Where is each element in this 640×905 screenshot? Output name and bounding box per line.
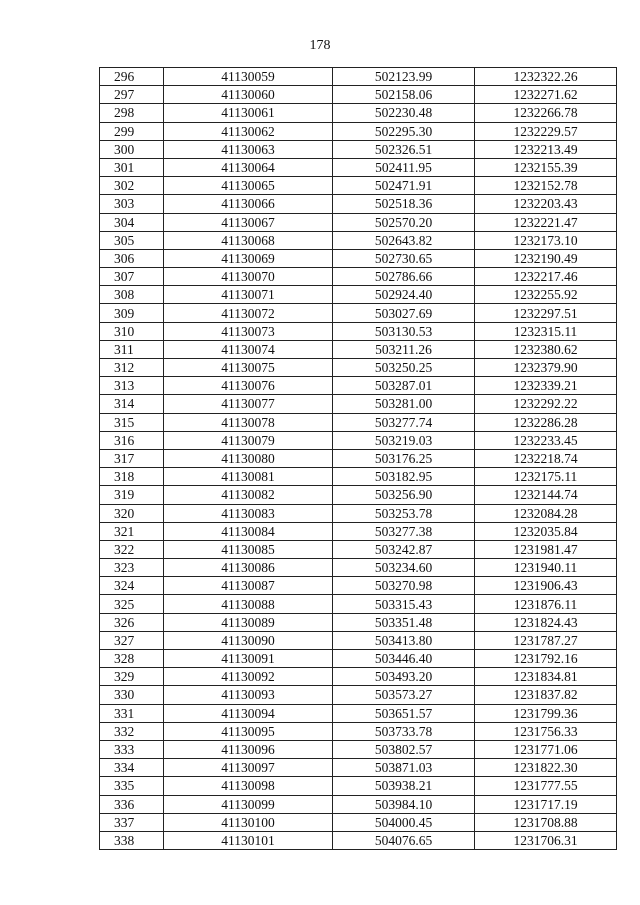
point-code-cell: 41130060 (164, 86, 333, 104)
x-coordinate-cell: 504000.45 (333, 813, 475, 831)
point-code-cell: 41130071 (164, 286, 333, 304)
row-number-cell: 315 (100, 413, 164, 431)
table-row (100, 559, 617, 577)
table-row (100, 140, 617, 158)
row-number-cell: 307 (100, 268, 164, 286)
x-coordinate-cell: 502643.82 (333, 231, 475, 249)
table-row (100, 68, 617, 86)
y-coordinate-cell: 1232218.74 (475, 449, 617, 467)
point-code-cell: 41130092 (164, 668, 333, 686)
x-coordinate-cell: 503984.10 (333, 795, 475, 813)
x-coordinate-cell: 503573.27 (333, 686, 475, 704)
row-number-cell: 332 (100, 722, 164, 740)
y-coordinate-cell: 1232271.62 (475, 86, 617, 104)
point-code-cell: 41130062 (164, 122, 333, 140)
row-number-cell: 304 (100, 213, 164, 231)
point-code-cell: 41130099 (164, 795, 333, 813)
row-number-cell: 316 (100, 431, 164, 449)
row-number-cell: 323 (100, 559, 164, 577)
point-code-cell: 41130072 (164, 304, 333, 322)
table-row (100, 595, 617, 613)
point-code-cell: 41130091 (164, 650, 333, 668)
y-coordinate-cell: 1232213.49 (475, 140, 617, 158)
point-code-cell: 41130077 (164, 395, 333, 413)
row-number-cell: 336 (100, 795, 164, 813)
point-code-cell: 41130073 (164, 322, 333, 340)
row-number-cell: 306 (100, 249, 164, 267)
x-coordinate-cell: 503176.25 (333, 449, 475, 467)
row-number-cell: 334 (100, 759, 164, 777)
row-number-cell: 305 (100, 231, 164, 249)
point-code-cell: 41130061 (164, 104, 333, 122)
y-coordinate-cell: 1232035.84 (475, 522, 617, 540)
table-row (100, 359, 617, 377)
table-row (100, 759, 617, 777)
y-coordinate-cell: 1231824.43 (475, 613, 617, 631)
y-coordinate-cell: 1232233.45 (475, 431, 617, 449)
row-number-cell: 328 (100, 650, 164, 668)
y-coordinate-cell: 1232221.47 (475, 213, 617, 231)
x-coordinate-cell: 503351.48 (333, 613, 475, 631)
y-coordinate-cell: 1232266.78 (475, 104, 617, 122)
point-code-cell: 41130079 (164, 431, 333, 449)
y-coordinate-cell: 1232255.92 (475, 286, 617, 304)
row-number-cell: 326 (100, 613, 164, 631)
y-coordinate-cell: 1232203.43 (475, 195, 617, 213)
x-coordinate-cell: 503871.03 (333, 759, 475, 777)
table-row (100, 231, 617, 249)
table-row (100, 740, 617, 758)
x-coordinate-cell: 503182.95 (333, 468, 475, 486)
x-coordinate-cell: 503211.26 (333, 340, 475, 358)
point-code-cell: 41130080 (164, 449, 333, 467)
point-code-cell: 41130100 (164, 813, 333, 831)
row-number-cell: 300 (100, 140, 164, 158)
x-coordinate-cell: 502471.91 (333, 177, 475, 195)
x-coordinate-cell: 503938.21 (333, 777, 475, 795)
point-code-cell: 41130067 (164, 213, 333, 231)
point-code-cell: 41130063 (164, 140, 333, 158)
table-row (100, 213, 617, 231)
y-coordinate-cell: 1231706.31 (475, 831, 617, 849)
point-code-cell: 41130082 (164, 486, 333, 504)
x-coordinate-cell: 502123.99 (333, 68, 475, 86)
table-row (100, 795, 617, 813)
x-coordinate-cell: 503130.53 (333, 322, 475, 340)
x-coordinate-cell: 503651.57 (333, 704, 475, 722)
y-coordinate-cell: 1231708.88 (475, 813, 617, 831)
x-coordinate-cell: 502326.51 (333, 140, 475, 158)
table-row (100, 249, 617, 267)
y-coordinate-cell: 1232152.78 (475, 177, 617, 195)
table-row (100, 122, 617, 140)
y-coordinate-cell: 1232322.26 (475, 68, 617, 86)
x-coordinate-cell: 503446.40 (333, 650, 475, 668)
table-row (100, 158, 617, 176)
y-coordinate-cell: 1232175.11 (475, 468, 617, 486)
x-coordinate-cell: 503234.60 (333, 559, 475, 577)
table-row (100, 522, 617, 540)
row-number-cell: 311 (100, 340, 164, 358)
row-number-cell: 321 (100, 522, 164, 540)
table-row (100, 340, 617, 358)
y-coordinate-cell: 1232315.11 (475, 322, 617, 340)
y-coordinate-cell: 1231981.47 (475, 540, 617, 558)
table-row (100, 86, 617, 104)
table-row (100, 431, 617, 449)
table-row (100, 195, 617, 213)
x-coordinate-cell: 503256.90 (333, 486, 475, 504)
y-coordinate-cell: 1231777.55 (475, 777, 617, 795)
point-code-cell: 41130084 (164, 522, 333, 540)
table-row (100, 686, 617, 704)
point-code-cell: 41130087 (164, 577, 333, 595)
x-coordinate-cell: 502295.30 (333, 122, 475, 140)
point-code-cell: 41130068 (164, 231, 333, 249)
table-row (100, 831, 617, 849)
y-coordinate-cell: 1232084.28 (475, 504, 617, 522)
x-coordinate-cell: 503281.00 (333, 395, 475, 413)
y-coordinate-cell: 1231799.36 (475, 704, 617, 722)
table-row (100, 377, 617, 395)
x-coordinate-cell: 503277.38 (333, 522, 475, 540)
row-number-cell: 308 (100, 286, 164, 304)
x-coordinate-cell: 503270.98 (333, 577, 475, 595)
x-coordinate-cell: 503250.25 (333, 359, 475, 377)
table-row (100, 468, 617, 486)
y-coordinate-cell: 1231834.81 (475, 668, 617, 686)
y-coordinate-cell: 1231940.11 (475, 559, 617, 577)
table-row (100, 504, 617, 522)
y-coordinate-cell: 1232144.74 (475, 486, 617, 504)
row-number-cell: 309 (100, 304, 164, 322)
row-number-cell: 299 (100, 122, 164, 140)
row-number-cell: 325 (100, 595, 164, 613)
y-coordinate-cell: 1232297.51 (475, 304, 617, 322)
row-number-cell: 298 (100, 104, 164, 122)
table-row (100, 104, 617, 122)
y-coordinate-cell: 1232155.39 (475, 158, 617, 176)
x-coordinate-cell: 504076.65 (333, 831, 475, 849)
table-row (100, 177, 617, 195)
row-number-cell: 337 (100, 813, 164, 831)
x-coordinate-cell: 502230.48 (333, 104, 475, 122)
point-code-cell: 41130064 (164, 158, 333, 176)
table-row (100, 668, 617, 686)
table-row (100, 449, 617, 467)
y-coordinate-cell: 1232173.10 (475, 231, 617, 249)
row-number-cell: 296 (100, 68, 164, 86)
point-code-cell: 41130098 (164, 777, 333, 795)
row-number-cell: 327 (100, 631, 164, 649)
y-coordinate-cell: 1232229.57 (475, 122, 617, 140)
y-coordinate-cell: 1232379.90 (475, 359, 617, 377)
x-coordinate-cell: 502518.36 (333, 195, 475, 213)
row-number-cell: 320 (100, 504, 164, 522)
point-code-cell: 41130083 (164, 504, 333, 522)
row-number-cell: 324 (100, 577, 164, 595)
y-coordinate-cell: 1231717.19 (475, 795, 617, 813)
table-row (100, 613, 617, 631)
x-coordinate-cell: 503493.20 (333, 668, 475, 686)
x-coordinate-cell: 503733.78 (333, 722, 475, 740)
point-code-cell: 41130090 (164, 631, 333, 649)
coordinates-table (99, 67, 617, 850)
table-row (100, 286, 617, 304)
table-row (100, 540, 617, 558)
point-code-cell: 41130074 (164, 340, 333, 358)
y-coordinate-cell: 1232339.21 (475, 377, 617, 395)
y-coordinate-cell: 1232217.46 (475, 268, 617, 286)
point-code-cell: 41130097 (164, 759, 333, 777)
y-coordinate-cell: 1232292.22 (475, 395, 617, 413)
x-coordinate-cell: 503277.74 (333, 413, 475, 431)
row-number-cell: 319 (100, 486, 164, 504)
row-number-cell: 301 (100, 158, 164, 176)
x-coordinate-cell: 502786.66 (333, 268, 475, 286)
row-number-cell: 335 (100, 777, 164, 795)
row-number-cell: 333 (100, 740, 164, 758)
row-number-cell: 312 (100, 359, 164, 377)
x-coordinate-cell: 502411.95 (333, 158, 475, 176)
point-code-cell: 41130076 (164, 377, 333, 395)
row-number-cell: 310 (100, 322, 164, 340)
table-row (100, 486, 617, 504)
y-coordinate-cell: 1231837.82 (475, 686, 617, 704)
y-coordinate-cell: 1231906.43 (475, 577, 617, 595)
y-coordinate-cell: 1231822.30 (475, 759, 617, 777)
table-row (100, 813, 617, 831)
page-number: 178 (309, 38, 331, 53)
table-row (100, 704, 617, 722)
point-code-cell: 41130059 (164, 68, 333, 86)
y-coordinate-cell: 1232380.62 (475, 340, 617, 358)
x-coordinate-cell: 502730.65 (333, 249, 475, 267)
row-number-cell: 317 (100, 449, 164, 467)
row-number-cell: 322 (100, 540, 164, 558)
point-code-cell: 41130070 (164, 268, 333, 286)
point-code-cell: 41130069 (164, 249, 333, 267)
x-coordinate-cell: 503219.03 (333, 431, 475, 449)
row-number-cell: 329 (100, 668, 164, 686)
x-coordinate-cell: 503242.87 (333, 540, 475, 558)
row-number-cell: 314 (100, 395, 164, 413)
x-coordinate-cell: 502158.06 (333, 86, 475, 104)
coordinates-table-body (100, 68, 617, 850)
x-coordinate-cell: 503027.69 (333, 304, 475, 322)
y-coordinate-cell: 1231787.27 (475, 631, 617, 649)
x-coordinate-cell: 503287.01 (333, 377, 475, 395)
row-number-cell: 313 (100, 377, 164, 395)
x-coordinate-cell: 503315.43 (333, 595, 475, 613)
row-number-cell: 302 (100, 177, 164, 195)
point-code-cell: 41130066 (164, 195, 333, 213)
table-row (100, 268, 617, 286)
table-row (100, 722, 617, 740)
table-row (100, 650, 617, 668)
point-code-cell: 41130088 (164, 595, 333, 613)
point-code-cell: 41130085 (164, 540, 333, 558)
table-row (100, 322, 617, 340)
point-code-cell: 41130078 (164, 413, 333, 431)
point-code-cell: 41130095 (164, 722, 333, 740)
point-code-cell: 41130065 (164, 177, 333, 195)
point-code-cell: 41130093 (164, 686, 333, 704)
x-coordinate-cell: 503253.78 (333, 504, 475, 522)
point-code-cell: 41130089 (164, 613, 333, 631)
point-code-cell: 41130094 (164, 704, 333, 722)
y-coordinate-cell: 1231792.16 (475, 650, 617, 668)
row-number-cell: 338 (100, 831, 164, 849)
table-row (100, 304, 617, 322)
y-coordinate-cell: 1232190.49 (475, 249, 617, 267)
table-row (100, 413, 617, 431)
y-coordinate-cell: 1231756.33 (475, 722, 617, 740)
x-coordinate-cell: 502570.20 (333, 213, 475, 231)
row-number-cell: 331 (100, 704, 164, 722)
y-coordinate-cell: 1231876.11 (475, 595, 617, 613)
table-row (100, 395, 617, 413)
row-number-cell: 330 (100, 686, 164, 704)
point-code-cell: 41130096 (164, 740, 333, 758)
y-coordinate-cell: 1231771.06 (475, 740, 617, 758)
table-row (100, 777, 617, 795)
x-coordinate-cell: 503802.57 (333, 740, 475, 758)
point-code-cell: 41130075 (164, 359, 333, 377)
row-number-cell: 318 (100, 468, 164, 486)
x-coordinate-cell: 502924.40 (333, 286, 475, 304)
point-code-cell: 41130081 (164, 468, 333, 486)
x-coordinate-cell: 503413.80 (333, 631, 475, 649)
row-number-cell: 297 (100, 86, 164, 104)
row-number-cell: 303 (100, 195, 164, 213)
point-code-cell: 41130101 (164, 831, 333, 849)
y-coordinate-cell: 1232286.28 (475, 413, 617, 431)
table-row (100, 577, 617, 595)
table-row (100, 631, 617, 649)
point-code-cell: 41130086 (164, 559, 333, 577)
